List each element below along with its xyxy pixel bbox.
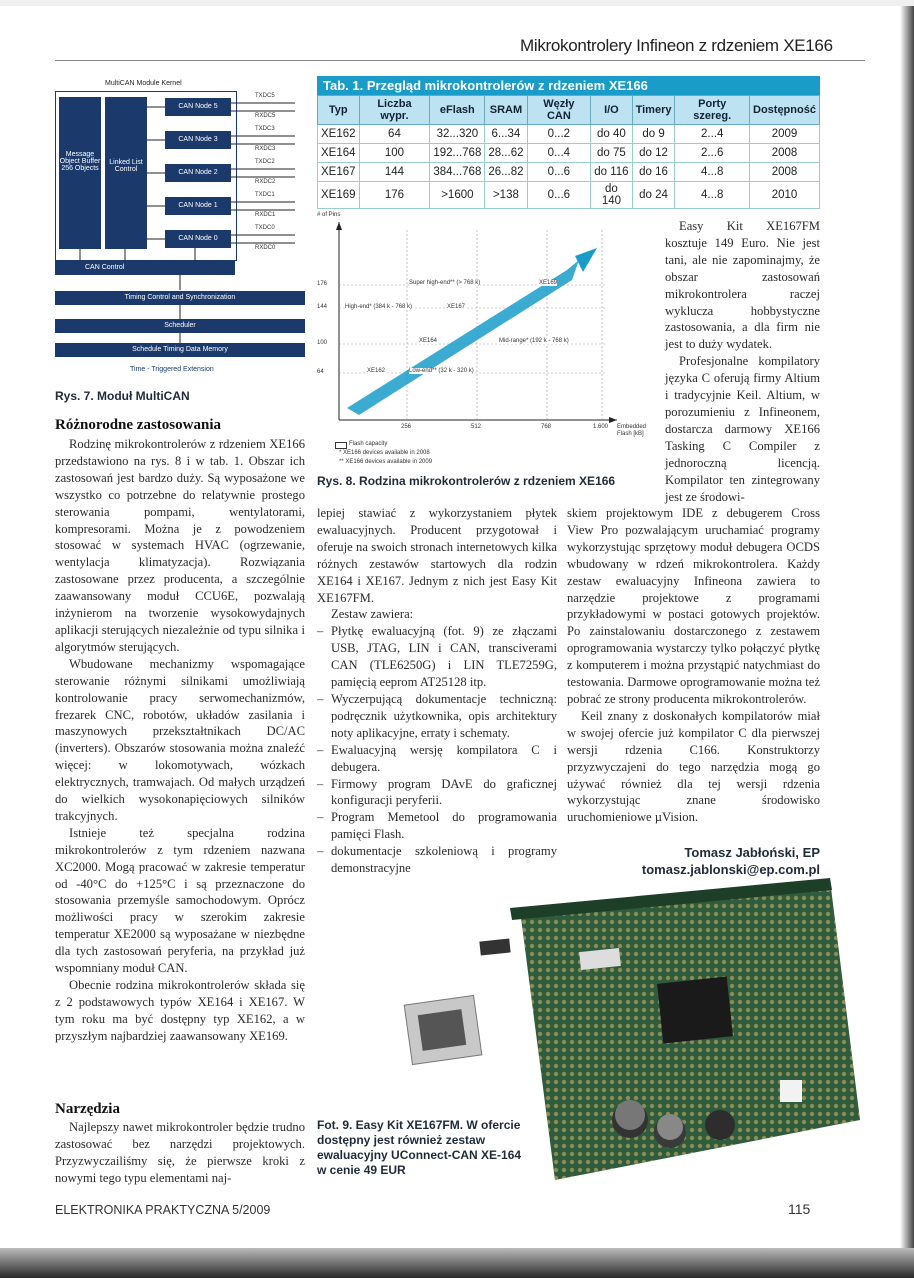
- rxdc2-label: RXDC2: [255, 179, 276, 185]
- xtick: 256: [401, 424, 412, 430]
- cell: 4...8: [675, 182, 750, 209]
- rxdc1-label: RXDC1: [255, 212, 276, 218]
- cell: do 12: [632, 144, 675, 163]
- label-superhigh: Super high-end** (> 768 k): [409, 280, 481, 286]
- th-sram: SRAM: [485, 96, 527, 125]
- time-triggered-label: Time - Triggered Extension: [130, 366, 214, 373]
- kit-contents-list: [317, 623, 557, 877]
- th-io: I/O: [591, 96, 632, 125]
- list-item: – Firmowy program DAvE do graficznej konfiguracji peryferii.: [317, 776, 557, 810]
- th-ports: Porty szereg.: [675, 96, 750, 125]
- paragraph: Easy Kit XE167FM kosztuje 149 Euro. Nie jest tani, ale nie zapominajmy, że obszar zastosowań mikrokontrolera raczej wyklucza hobbystyczne zastosowania, a dla firm nie jest to duży wydatek.: [665, 219, 820, 352]
- list-item: – Płytkę ewaluacyjną (fot. 9) ze złączami USB, JTAG, LIN i CAN, transciverami CAN (TLE6250G) i LIN TLE7259G, pamięcią eeprom AT25128 itp.: [317, 623, 557, 691]
- timing-control-box: Timing Control and Synchronization: [55, 291, 305, 305]
- cell: do 16: [632, 163, 675, 182]
- cell: 176: [359, 182, 430, 209]
- cell: do 140: [591, 182, 632, 209]
- fig8-xlabel: Embedded Flash [kB]: [617, 424, 647, 437]
- cell: 2...4: [675, 125, 750, 144]
- ytick: 100: [317, 340, 328, 346]
- cell: 28...62: [485, 144, 527, 163]
- table-row: [318, 182, 820, 209]
- ytick: 176: [317, 281, 328, 287]
- list-item: – Ewaluacyjną wersję kompilatora C i debugera.: [317, 742, 557, 776]
- cell: 2...6: [675, 144, 750, 163]
- table-title: Tab. 1. Przegląd mikrokontrolerów z rdzeniem XE166: [317, 76, 820, 95]
- list-item: – Wyczerpującą dokumentacje techniczną: podręcznik użytkownika, opis architektury noty aplikacyjne, erraty i schematy.: [317, 691, 557, 742]
- column-1-tools: [55, 1119, 305, 1187]
- cell: do 40: [591, 125, 632, 144]
- table-1: [317, 76, 820, 209]
- cell: 4...8: [675, 163, 750, 182]
- footer-journal: ELEKTRONIKA PRAKTYCZNA 5/2009: [55, 1203, 271, 1217]
- legend-entry: * XE166 devices available in 2008: [339, 450, 430, 456]
- can-node-0: CAN Node 0: [165, 230, 231, 248]
- txdc3-label: TXDC3: [255, 126, 275, 132]
- cell: 0...6: [527, 163, 591, 182]
- legend-entry: ** XE166 devices available in 2009: [339, 459, 433, 465]
- heading-zastosowania: Różnorodne zastosowania: [55, 417, 221, 433]
- cell: 192...768: [430, 144, 485, 163]
- txdc1-label: TXDC1: [255, 192, 275, 198]
- paragraph: Istnieje też specjalna rodzina mikrokontrolerów z tym rdzeniem nazwana XC2000. Mogą pracować w zakresie temperatur od -40°C do +125°C i są przeznaczone do stosowania przemyśle samochodowym. Oprócz możliwości pracy w szerokim zakresie temperatur XE2000 są wyposażane w niezbędne dla tych zastosowań peryferia, na przykład już wspomniany moduł CAN.: [55, 825, 305, 976]
- cell: >138: [485, 182, 527, 209]
- paragraph: Rodzinę mikrokontrolerów z rdzeniem XE166 przedstawiono na rys. 8 i w tab. 1. Obszar ich zastosowań jest bardzo duży. Są wyposażone we wszystko co potrzebne do relatywnie prostego sterowania pompami, wentylatorami, kompresorami. Można je z powodzeniem stosować w systemach HVAC (ogrzewanie, wentylacja klimatyzacja). Rozwiązania zastosowane przez producenta, a szczególnie zaawansowany moduł CCU6E, pozwalają inżynierom na tworzenie wysokowydajnych aplikacji sterujących niezależnie od typu silnika i algorytmów sterujących.: [55, 437, 305, 654]
- running-title: Mikrokontrolery Infineon z rdzeniem XE166: [520, 36, 833, 55]
- paragraph: Wbudowane mechanizmy wspomagające sterowanie różnymi silnikami umożliwiają kontrolowanie pracy serwomechanizmów, frezarek CNC, robotów, układów zasilania i maszynowych przekształtnikach DC/AC (inverters). Obszarów stosowania można znaleźć więcej: w lokomotywach, wózkach elektrycznych, tramwajach. Od małych urządzeń do wielkich wysokonapięciowych silników trakcyjnych.: [55, 656, 305, 823]
- scheduler-box: Scheduler: [55, 319, 305, 333]
- paragraph: Najlepszy nawet mikrokontroler będzie trudno zastosować bez narzędzi projektowych. Przyzwyczailiśmy się, że pierwsze kroki z nowymi tego typu elementami naj-: [55, 1120, 305, 1185]
- scan-bottom-edge: [0, 1248, 914, 1278]
- rxdc3-label: RXDC3: [255, 146, 276, 152]
- label-xe169: XE169: [539, 280, 558, 286]
- column-1-text: [55, 436, 305, 1045]
- fig9-caption: Fot. 9. Easy Kit XE167FM. W ofercie dostępny jest również zestaw ewaluacyjny UConnect-CAN XE-164 w cenie 49 EUR: [317, 1118, 527, 1178]
- cell: 2008: [749, 144, 819, 163]
- linked-list-box: Linked List Control: [105, 97, 147, 249]
- heading-narzedzia: Narzędzia: [55, 1101, 120, 1117]
- can-node-2: CAN Node 2: [165, 164, 231, 182]
- th-pins: Liczba wypr.: [359, 96, 430, 125]
- cell: XE169: [318, 182, 360, 209]
- figure-multican: [55, 75, 305, 385]
- scan-top-edge: [0, 0, 914, 6]
- cell: XE164: [318, 144, 360, 163]
- label-midrange: Mid-range* (192 k - 768 k): [499, 338, 569, 344]
- cell: do 116: [591, 163, 632, 182]
- table-row: [318, 125, 820, 144]
- label-xe164: XE164: [419, 338, 438, 344]
- can-node-3: CAN Node 3: [165, 131, 231, 149]
- paragraph: Profesjonalne kompilatory języka C oferują firmy Altium i tradycyjnie Keil. Altium, w porozumieniu z Infineonem, dostarcza darmowy XE166 Tasking C Compiler z jednoroczną licencją. Kompilator ten zintegrowany jest ze środowi-: [665, 354, 820, 504]
- table-row: [318, 144, 820, 163]
- ytick: 64: [317, 369, 324, 375]
- fig7-title: MultiCAN Module Kernel: [105, 80, 182, 87]
- txdc2-label: TXDC2: [255, 159, 275, 165]
- cell: 100: [359, 144, 430, 163]
- author-email: tomasz.jablonski@ep.com.pl: [641, 862, 820, 877]
- column-3-text: [567, 505, 820, 826]
- can-node-1: CAN Node 1: [165, 197, 231, 215]
- scan-right-edge: [900, 0, 914, 1278]
- txdc5-label: TXDC5: [255, 93, 275, 99]
- fig8-plot: [317, 210, 657, 472]
- cell: 32...320: [430, 125, 485, 144]
- cell: do 75: [591, 144, 632, 163]
- cell: 6...34: [485, 125, 527, 144]
- label-lowend: Low-end** (32 k - 320 k): [409, 368, 474, 374]
- ytick: 144: [317, 304, 328, 310]
- cell: 0...2: [527, 125, 591, 144]
- author-name: Tomasz Jabłoński, EP: [684, 845, 820, 860]
- header-rule: [55, 60, 865, 61]
- list-item: – Program Memetool do programowania pamięci Flash.: [317, 809, 557, 843]
- cell: 2008: [749, 163, 819, 182]
- message-buffer-box: Message Object Buffer 256 Objects: [59, 97, 101, 249]
- column-2-text: [317, 505, 557, 877]
- xtick: 768: [541, 424, 552, 430]
- figure-xe166-family: [317, 210, 657, 472]
- xtick: 512: [471, 424, 482, 430]
- label-xe167: XE167: [447, 304, 466, 310]
- fig7-connectors: [55, 75, 305, 385]
- cell: 64: [359, 125, 430, 144]
- cell: 384...768: [430, 163, 485, 182]
- label-highend: High-end* (384 k - 768 k): [345, 304, 413, 310]
- paragraph: Zestaw zawiera:: [331, 607, 414, 622]
- rxdc5-label: RXDC5: [255, 113, 276, 119]
- paragraph: Obecnie rodzina mikrokontrolerów składa się z 2 podstawowych typów XE164 i XE167. W tym roku ma być dostępny typ XE162, a w przyszłym najbardziej zaawansowany XE169.: [55, 978, 305, 1043]
- column-3-top: [665, 218, 820, 505]
- rxdc0-label: RXDC0: [255, 245, 276, 251]
- cell: 0...4: [527, 144, 591, 163]
- xtick: 1.600: [593, 424, 609, 430]
- th-timers: Timery: [632, 96, 675, 125]
- fig8-ylabel: # of Pins: [317, 212, 341, 218]
- cell: 2010: [749, 182, 819, 209]
- fig8-caption: Rys. 8. Rodzina mikrokontrolerów z rdzeniem XE166: [317, 474, 616, 488]
- legend-swatch: [335, 442, 347, 449]
- can-node-5: CAN Node 5: [165, 98, 231, 116]
- paragraph: Keil znany z doskonałych kompilatorów miał w swojej ofercie już kompilator C dla pierwszej wersji rdzenia C166. Konstruktorzy przyzwyczajeni do tego narzędzia mogą go używać również dla tej wersji rdzenia wykorzystując znane środowisko uruchomieniowe µVision.: [567, 708, 820, 825]
- table-row: [318, 163, 820, 182]
- th-typ: Typ: [318, 96, 360, 125]
- legend-entry: Flash capacity: [349, 441, 388, 447]
- label-xe162: XE162: [367, 368, 386, 374]
- cell: XE167: [318, 163, 360, 182]
- schedule-memory-box: Schedule Timing Data Memory: [55, 343, 305, 357]
- cell: >1600: [430, 182, 485, 209]
- table-grid: [317, 95, 820, 209]
- fig7-caption: Rys. 7. Moduł MultiCAN: [55, 389, 190, 403]
- th-can: Węzły CAN: [527, 96, 591, 125]
- paragraph: lepiej stawiać z wykorzystaniem płytek ewaluacyjnych. Producent przygotował i oferuje na swoich stronach internetowych kilka różnych zestawów startowych dla rodzin XE164 i XE167. Jednym z nich jest Easy Kit XE167FM.: [317, 506, 557, 605]
- cell: XE162: [318, 125, 360, 144]
- cell: do 24: [632, 182, 675, 209]
- th-availability: Dostępność: [749, 96, 819, 125]
- th-eflash: eFlash: [430, 96, 485, 125]
- paragraph: skiem projektowym IDE z debugerem Cross View Pro pozwalającym uruchamiać programy wykorzystując sprzętowy moduł debugera OCDS wbudowany w rdzeń mikrokontrolera. Każdy zestaw ewaluacyjny Infineona zawiera to narzędzie projektowe z programami przykładowymi w postaci gotowych projektów. Po zainstalowaniu dostarczonego z zestawem oprogramowania wystarczy tylko połączyć płytkę z komputerem i można przystąpić natychmiast do testowania. Darmowe oprogramowanie można też pobrać ze strony producenta mikrokontrolerów.: [567, 506, 820, 706]
- page-number: 115: [788, 1201, 811, 1217]
- cell: do 9: [632, 125, 675, 144]
- txdc0-label: TXDC0: [255, 225, 275, 231]
- cell: 26...82: [485, 163, 527, 182]
- cell: 2009: [749, 125, 819, 144]
- cell: 144: [359, 163, 430, 182]
- cell: 0...6: [527, 182, 591, 209]
- list-item: – dokumentacje szkoleniową i programy demonstracyjne: [317, 843, 557, 877]
- can-control-box: CAN Control: [55, 261, 235, 275]
